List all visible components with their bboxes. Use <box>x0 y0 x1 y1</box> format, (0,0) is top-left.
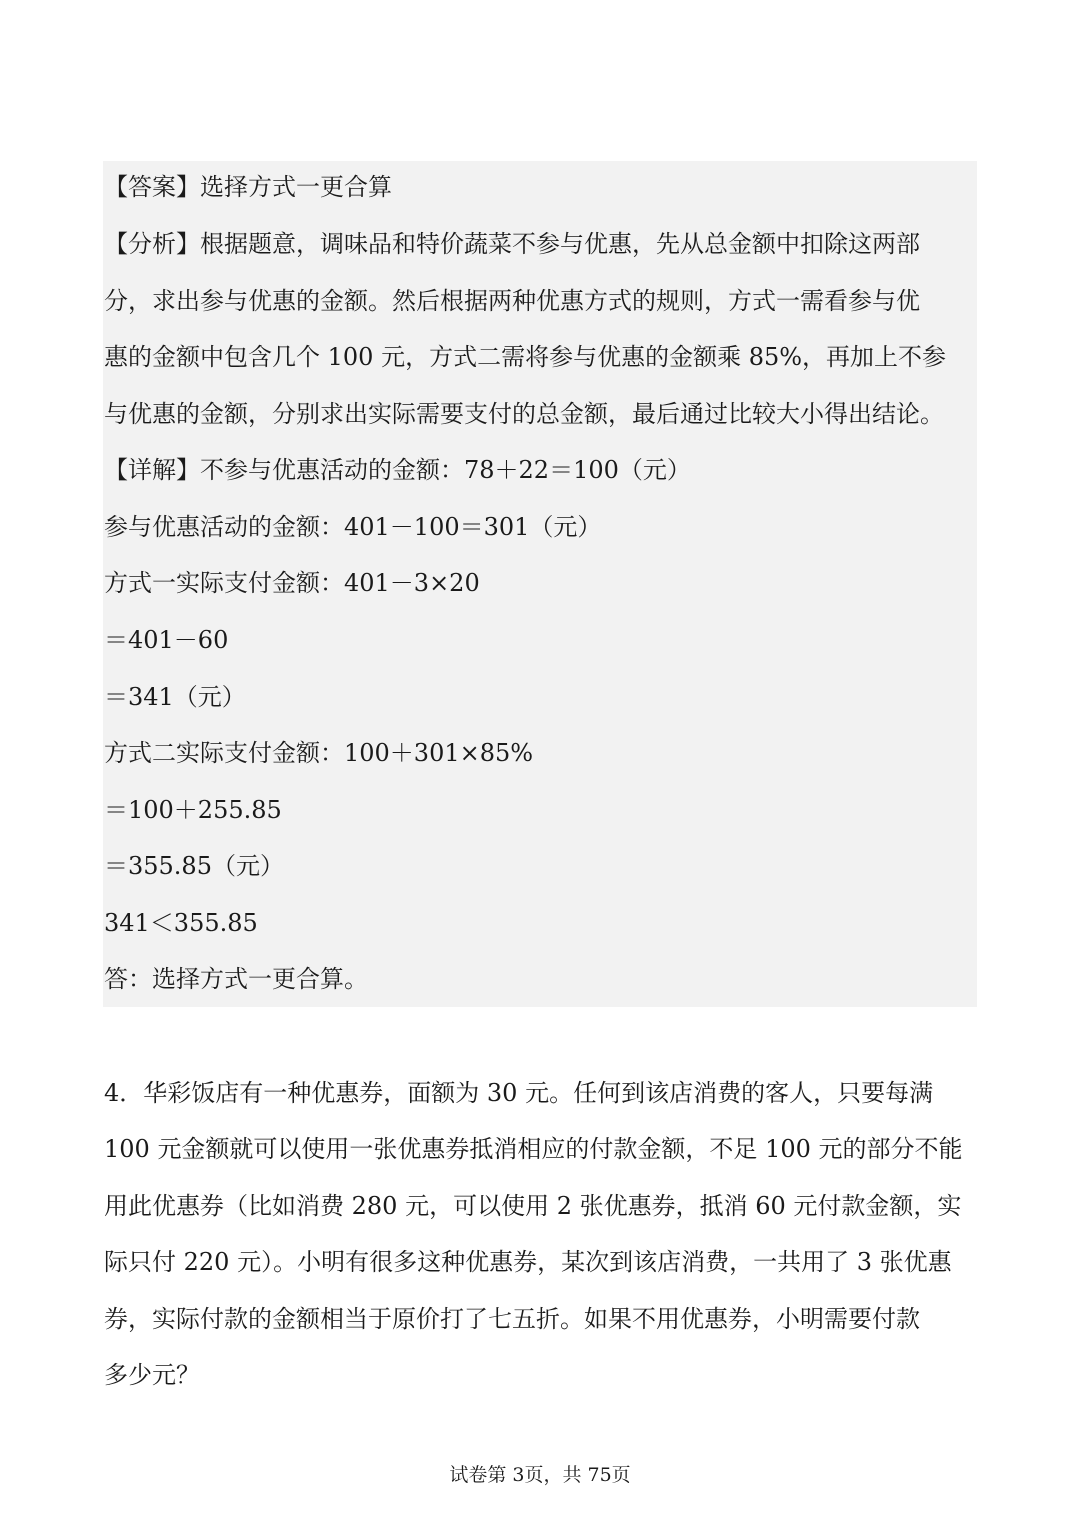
detail-line-9: 341＜355.85 <box>104 909 258 937</box>
detail-line-7: ＝100＋255.85 <box>104 796 282 824</box>
question4-line-5: 券，实际付款的金额相当于原价打了七五折。如果不用优惠券，小明需要付款 <box>104 1305 920 1333</box>
analysis-line-2: 分，求出参与优惠的金额。然后根据两种优惠方式的规则，方式一需看参与优 <box>104 287 920 315</box>
question4-line-3: 用此优惠券（比如消费 280 元，可以使用 2 张优惠券，抵消 60 元付款金额，实 <box>104 1192 962 1220</box>
detail-line-5: ＝341（元） <box>104 683 246 711</box>
analysis-line-3: 惠的金额中包含几个 100 元，方式二需将参与优惠的金额乘 85%，再加上不参 <box>104 343 947 371</box>
detail-line-6: 方式二实际支付金额：100＋301×85% <box>104 739 534 767</box>
detail-line-10: 答：选择方式一更合算。 <box>104 965 368 993</box>
detail-line-4: ＝401－60 <box>104 626 229 654</box>
analysis-line-4: 与优惠的金额，分别求出实际需要支付的总金额，最后通过比较大小得出结论。 <box>104 400 944 428</box>
detail-line-3: 方式一实际支付金额：401－3×20 <box>104 569 480 597</box>
analysis-line-1: 【分析】根据题意，调味品和特价蔬菜不参与优惠，先从总金额中扣除这两部 <box>104 230 920 258</box>
question4-line-6: 多少元？ <box>104 1361 200 1389</box>
answer-line: 【答案】选择方式一更合算 <box>104 173 392 201</box>
detail-line-8: ＝355.85（元） <box>104 852 284 880</box>
page-footer: 试卷第 3页，共 75页 <box>449 1464 631 1486</box>
detail-line-2: 参与优惠活动的金额：401－100＝301（元） <box>104 513 602 541</box>
question4-line-2: 100 元金额就可以使用一张优惠券抵消相应的付款金额，不足 100 元的部分不能 <box>104 1135 963 1163</box>
question4-line-1: 4．华彩饭店有一种优惠券，面额为 30 元。任何到该店消费的客人，只要每满 <box>104 1079 934 1107</box>
detail-line-1: 【详解】不参与优惠活动的金额：78＋22＝100（元） <box>104 456 691 484</box>
question4-line-4: 际只付 220 元）。小明有很多这种优惠券，某次到该店消费，一共用了 3 张优惠 <box>104 1248 952 1276</box>
